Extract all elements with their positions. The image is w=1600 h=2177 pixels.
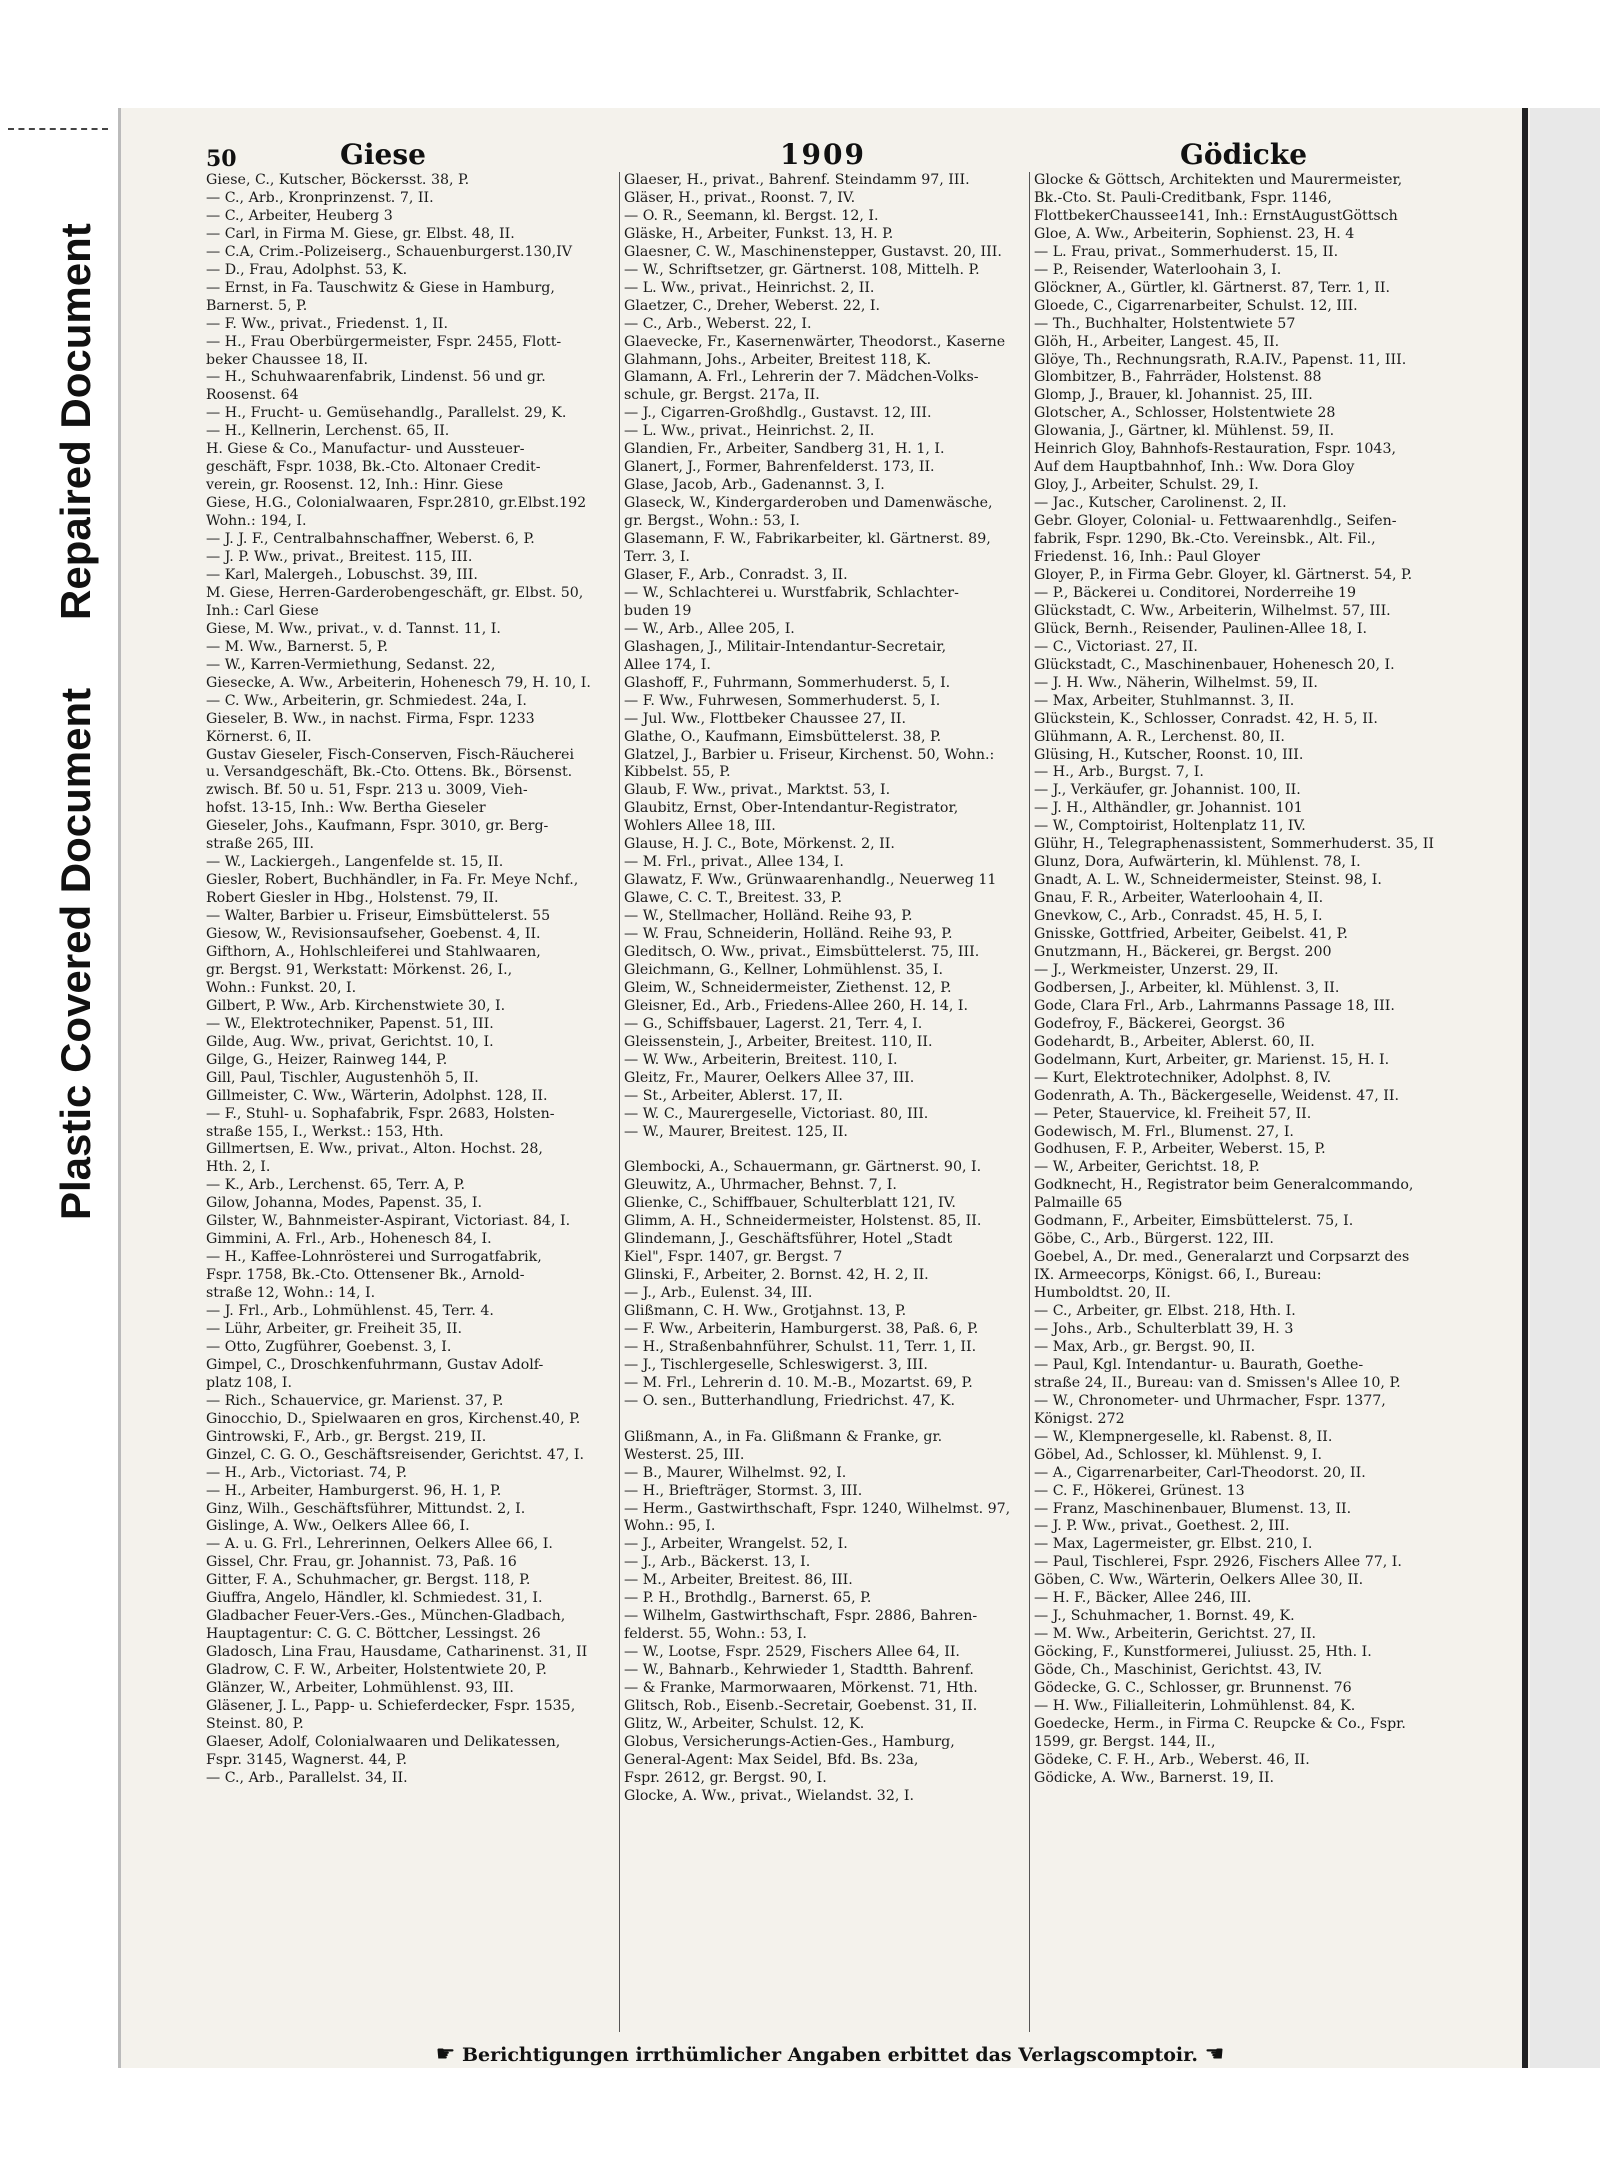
directory-entry: — Paul, Kgl. Intendantur- u. Baurath, Goethe-: [1034, 1356, 1364, 1373]
directory-entry: — W. Frau, Schneiderin, Holländ. Reihe 93, P.: [624, 926, 953, 943]
directory-entry: — Kurt, Elektrotechniker, Adolphst. 8, IV.: [1034, 1069, 1332, 1086]
directory-entry: Gnutzmann, H., Bäckerei, gr. Bergst. 200: [1034, 943, 1332, 960]
directory-entry: Gnisske, Gottfried, Arbeiter, Geibelst. 41, P.: [1034, 926, 1348, 943]
directory-entry: Göbel, Ad., Schlosser, kl. Mühlenst. 9, I.: [1034, 1446, 1323, 1463]
directory-entry: Gifthorn, A., Hohlschleiferei und Stahlwaaren,: [206, 943, 541, 960]
directory-entry: Wohlers Allee 18, III.: [624, 818, 776, 835]
directory-entry: — J. H. Ww., Näherin, Wilhelmst. 59, II.: [1034, 674, 1318, 691]
directory-entry: Friedenst. 16, Inh.: Paul Gloyer: [1034, 549, 1261, 566]
directory-entry: Gnadt, A. L. W., Schneidermeister, Steinst. 98, I.: [1034, 872, 1382, 889]
directory-entry: Gislinge, A. Ww., Oelkers Allee 66, I.: [206, 1518, 470, 1535]
directory-entry: Godhusen, F. P., Arbeiter, Weberst. 15, P.: [1034, 1141, 1326, 1158]
directory-entry: Gödecke, G. C., Schlosser, gr. Brunnenst. 76: [1034, 1680, 1352, 1697]
directory-entry: Gladbacher Feuer-Vers.-Ges., München-Gladbach,: [206, 1608, 566, 1625]
directory-entry: Glück, Bernh., Reisender, Paulinen-Allee 18, I.: [1034, 620, 1367, 637]
directory-entry: Gläser, H., privat., Roonst. 7, IV.: [624, 189, 856, 206]
directory-entry: Glaeser, H., privat., Bahrenf. Steindamm 97, III.: [624, 172, 970, 188]
directory-entry: Giese, C., Kutscher, Böckersst. 38, P.: [206, 172, 470, 188]
directory-entry: Gode, Clara Frl., Arb., Lahrmanns Passage 18, III.: [1034, 997, 1395, 1014]
directory-entry: Gilge, G., Heizer, Rainweg 144, P.: [206, 1051, 448, 1068]
directory-entry: Glöye, Th., Rechnungsrath, R.A.IV., Papenst. 11, III.: [1034, 351, 1407, 368]
directory-entry: Gieseler, Johs., Kaufmann, Fspr. 3010, gr. Berg-: [206, 818, 549, 835]
directory-entry: General-Agent: Max Seidel, Bfd. Bs. 23a,: [624, 1751, 919, 1768]
directory-entry: — F. Ww., Arbeiterin, Hamburgerst. 38, Paß. 6, P.: [624, 1321, 979, 1337]
directory-entry: Robert Giesler in Hbg., Holstenst. 79, II.: [206, 890, 499, 907]
directory-entry: — Max, Arb., gr. Bergst. 90, II.: [1034, 1338, 1256, 1355]
directory-entry: — H. F., Bäcker, Allee 246, III.: [1034, 1590, 1252, 1607]
directory-entry: Glöckner, A., Gürtler, kl. Gärtnerst. 87, Terr. 1, II.: [1034, 279, 1390, 296]
directory-entry: — C., Arb., Weberst. 22, I.: [624, 315, 812, 332]
directory-entry: Glatzel, J., Barbier u. Friseur, Kirchenst. 50, Wohn.:: [624, 746, 995, 763]
directory-entry: Glombitzer, B., Fahrräder, Holstenst. 88: [1034, 369, 1322, 386]
directory-entry: — P. H., Brothdlg., Barnerst. 65, P.: [624, 1590, 872, 1607]
directory-entry: — J., Tischlergeselle, Schleswigerst. 3, III.: [624, 1356, 928, 1373]
directory-entry: Gillmertsen, E. Ww., privat., Alton. Hochst. 28,: [206, 1141, 543, 1158]
directory-entry: Humboldtst. 20, II.: [1034, 1285, 1171, 1302]
directory-entry: Glomp, J., Brauer, kl. Johannist. 25, III.: [1034, 387, 1313, 404]
directory-entry: Gleissenstein, J., Arbeiter, Breitest. 110, II.: [624, 1033, 933, 1050]
directory-entry: Gimmini, A. Frl., Arb., Hohenesch 84, I.: [206, 1231, 492, 1248]
directory-entry: — W., Elektrotechniker, Papenst. 51, III.: [206, 1015, 494, 1032]
directory-entry: Glotscher, A., Schlosser, Holstentwiete 28: [1034, 405, 1336, 422]
directory-entry: — J. H., Althändler, gr. Johannist. 101: [1034, 800, 1303, 817]
directory-entry: — C., Arb., Kronprinzenst. 7, II.: [206, 189, 434, 206]
directory-entry: Auf dem Hauptbahnhof, Inh.: Ww. Dora Gloy: [1034, 459, 1355, 476]
directory-entry: Giesler, Robert, Buchhändler, in Fa. Fr. Meye Nchf.,: [206, 872, 579, 889]
directory-entry: Gloe, A. Ww., Arbeiterin, Sophienst. 23, H. 4: [1034, 225, 1355, 242]
directory-entry: — H. Ww., Filialleiterin, Lohmühlenst. 84, K.: [1034, 1698, 1356, 1715]
directory-entry: Gill, Paul, Tischler, Augustenhöh 5, II.: [206, 1069, 479, 1086]
directory-entry: Glißmann, C. H. Ww., Grotjahnst. 13, P.: [624, 1303, 907, 1320]
directory-entry: u. Versandgeschäft, Bk.-Cto. Ottens. Bk., Börsenst.: [206, 764, 573, 781]
scan-edge-mark: [8, 128, 108, 130]
directory-entry: — W., Schriftsetzer, gr. Gärtnerst. 108, Mittelh. P.: [624, 261, 980, 278]
directory-entry: Ginzel, C. G. O., Geschäftsreisender, Gerichtst. 47, I.: [206, 1446, 585, 1463]
directory-entry: Glandien, Fr., Arbeiter, Sandberg 31, H. 1, I.: [624, 441, 945, 458]
directory-entry: — W., Stellmacher, Holländ. Reihe 93, P.: [624, 908, 913, 925]
directory-entry: — Jac., Kutscher, Carolinenst. 2, II.: [1034, 495, 1287, 512]
column-1: [206, 172, 616, 1788]
directory-entry: — J., Werkmeister, Unzerst. 29, II.: [1034, 961, 1279, 978]
directory-entry: Gintrowski, F., Arb., gr. Bergst. 219, II.: [206, 1428, 487, 1445]
directory-entry: Gimpel, C., Droschkenfuhrmann, Gustav Adolf-: [206, 1356, 544, 1373]
directory-entry: — W., Arb., Allee 205, I.: [624, 620, 795, 637]
directory-entry: Göde, Ch., Maschinist, Gerichtst. 43, IV.: [1034, 1662, 1323, 1679]
directory-entry: verein, gr. Roosenst. 12, Inh.: Hinr. Giese: [206, 477, 504, 494]
directory-entry: Glißmann, A., in Fa. Glißmann & Franke, gr.: [624, 1428, 943, 1445]
directory-entry: Hauptagentur: C. G. C. Böttcher, Lessingst. 26: [206, 1626, 541, 1643]
directory-entry: Glückstein, K., Schlosser, Conradst. 42, H. 5, II.: [1034, 710, 1378, 727]
side-label: [0, 140, 112, 1240]
directory-entry: Gödeke, C. F. H., Arb., Weberst. 46, II.: [1034, 1751, 1310, 1768]
directory-entry: — W., Schlachterei u. Wurstfabrik, Schlachter-: [624, 584, 959, 601]
directory-entry: — C., Victoriast. 27, II.: [1034, 638, 1198, 655]
directory-entry: [624, 1141, 1034, 1159]
directory-entry: — C., Arb., Parallelst. 34, II.: [206, 1769, 408, 1786]
directory-entry: M. Giese, Herren-Garderobengeschäft, gr. Elbst. 50,: [206, 584, 584, 601]
directory-entry: Goebel, A., Dr. med., Generalarzt und Corpsarzt des: [1034, 1249, 1410, 1266]
directory-entry: — J. P. Ww., privat., Goethest. 2, III.: [1034, 1518, 1290, 1535]
directory-entry: Gissel, Chr. Frau, gr. Johannist. 73, Paß. 16: [206, 1554, 517, 1571]
directory-entry: Göbe, C., Arb., Bürgerst. 122, III.: [1034, 1231, 1274, 1248]
directory-entry: Gläsener, J. L., Papp- u. Schieferdecker, Fspr. 1535,: [206, 1698, 576, 1715]
directory-entry: Glaetzer, C., Dreher, Weberst. 22, I.: [624, 297, 881, 314]
directory-entry: — G., Schiffsbauer, Lagerst. 21, Terr. 4, I.: [624, 1015, 923, 1032]
directory-entry: — Max, Arbeiter, Stuhlmannst. 3, II.: [1034, 692, 1295, 709]
directory-entry: Glaseck, W., Kindergarderoben und Damenwäsche,: [624, 495, 993, 512]
directory-entry: Palmaille 65: [1034, 1195, 1123, 1212]
directory-entry: Godehardt, B., Arbeiter, Ablerst. 60, II.: [1034, 1033, 1315, 1050]
directory-entry: Kiel", Fspr. 1407, gr. Bergst. 7: [624, 1249, 843, 1266]
column-3: [1034, 172, 1449, 1788]
directory-entry: — W., Maurer, Breitest. 125, II.: [624, 1123, 848, 1140]
directory-entry: Glüsing, H., Kutscher, Roonst. 10, III.: [1034, 746, 1304, 763]
directory-entry: Glawatz, F. Ww., Grünwaarenhandlg., Neuerweg 11: [624, 872, 997, 889]
directory-entry: Bk.-Cto. St. Pauli-Creditbank, Fspr. 1146,: [1034, 189, 1332, 206]
directory-entry: Glase, Jacob, Arb., Gadenannst. 3, I.: [624, 477, 885, 494]
directory-entry: — J., Cigarren-Großhdlg., Gustavst. 12, III.: [624, 405, 932, 422]
directory-entry: Giesow, W., Revisionsaufseher, Goebenst. 4, II.: [206, 926, 541, 943]
directory-entry: — D., Frau, Adolphst. 53, K.: [206, 261, 408, 278]
directory-entry: zwisch. Bf. 50 u. 51, Fspr. 213 u. 3009, Vieh-: [206, 782, 528, 799]
directory-entry: Glahmann, Johs., Arbeiter, Breitest 118, K.: [624, 351, 932, 368]
directory-entry: Glowania, J., Gärtner, kl. Mühlenst. 59, II.: [1034, 423, 1335, 440]
directory-entry: — H., Briefträger, Stormst. 3, III.: [624, 1482, 863, 1499]
directory-entry: Glaubitz, Ernst, Ober-Intendantur-Registrator,: [624, 800, 959, 817]
header-year: 1909: [780, 138, 866, 171]
footer-notice: [430, 2042, 1230, 2067]
directory-entry: Gebr. Gloyer, Colonial- u. Fettwaarenhdlg., Seifen-: [1034, 513, 1397, 530]
directory-entry: Gladosch, Lina Frau, Hausdame, Catharinenst. 31, II: [206, 1644, 588, 1661]
directory-entry: Glöh, H., Arbeiter, Langest. 45, II.: [1034, 333, 1280, 350]
directory-entry: — O. R., Seemann, kl. Bergst. 12, I.: [624, 207, 879, 224]
directory-entry: — W., Chronometer- und Uhrmacher, Fspr. 1377,: [1034, 1392, 1386, 1409]
directory-entry: hofst. 13-15, Inh.: Ww. Bertha Gieseler: [206, 800, 486, 817]
directory-entry: — J., Schuhmacher, 1. Bornst. 49, K.: [1034, 1608, 1295, 1625]
directory-entry: Gödicke, A. Ww., Barnerst. 19, II.: [1034, 1769, 1275, 1786]
directory-entry: — M., Arbeiter, Breitest. 86, III.: [624, 1572, 853, 1589]
directory-entry: Glückstadt, C., Maschinenbauer, Hohenesch 20, I.: [1034, 656, 1395, 673]
header-right-keyword: Gödicke: [1180, 138, 1308, 171]
directory-entry: — M. Ww., Barnerst. 5, P.: [206, 638, 389, 655]
directory-entry: Glunz, Dora, Aufwärterin, kl. Mühlenst. 78, I.: [1034, 854, 1361, 871]
directory-entry: Heinrich Gloy, Bahnhofs-Restauration, Fspr. 1043,: [1034, 441, 1396, 458]
directory-entry: — P., Reisender, Waterloohain 3, I.: [1034, 261, 1282, 278]
directory-entry: — W. C., Maurergeselle, Victoriast. 80, III.: [624, 1105, 929, 1122]
directory-entry: Glaevecke, Fr., Kasernenwärter, Theodorst., Kaserne: [624, 333, 1006, 350]
directory-entry: Godenrath, A. Th., Bäckergeselle, Weidenst. 47, II.: [1034, 1087, 1400, 1104]
page-number: 50: [206, 146, 237, 172]
directory-entry: FlottbekerChaussee141, Inh.: ErnstAugustGöttsch: [1034, 207, 1398, 224]
directory-entry: — Wilhelm, Gastwirthschaft, Fspr. 2886, Bahren-: [624, 1608, 978, 1625]
directory-entry: Gleichmann, G., Kellner, Lohmühlenst. 35, I.: [624, 961, 944, 978]
directory-entry: platz 108, I.: [206, 1374, 292, 1391]
directory-entry: [624, 1411, 1034, 1429]
directory-entry: Gilbert, P. Ww., Arb. Kirchenstwiete 30, I.: [206, 997, 506, 1014]
directory-entry: — W., Karren-Vermiethung, Sedanst. 22,: [206, 656, 496, 673]
directory-entry: Gnau, F. R., Arbeiter, Waterloohain 4, II.: [1034, 890, 1324, 907]
directory-entry: straße 155, I., Werkst.: 153, Hth.: [206, 1123, 444, 1140]
directory-entry: — J., Verkäufer, gr. Johannist. 100, II.: [1034, 782, 1301, 799]
directory-entry: — M. Ww., Arbeiterin, Gerichtst. 27, II.: [1034, 1626, 1317, 1643]
directory-entry: Hth. 2, I.: [206, 1159, 271, 1176]
directory-entry: Gloy, J., Arbeiter, Schulst. 29, I.: [1034, 477, 1259, 494]
directory-entry: Steinst. 80, P.: [206, 1715, 304, 1732]
directory-entry: — C.A, Crim.-Polizeiserg., Schauenburgerst.130,IV: [206, 243, 572, 260]
directory-entry: — Otto, Zugführer, Goebenst. 3, I.: [206, 1338, 452, 1355]
directory-entry: Terr. 3, I.: [624, 549, 690, 566]
directory-entry: — W., Comptoirist, Holtenplatz 11, IV.: [1034, 818, 1306, 835]
directory-entry: — L. Ww., privat., Heinrichst. 2, II.: [624, 423, 875, 440]
directory-entry: Glasemann, F. W., Fabrikarbeiter, kl. Gärtnerst. 89,: [624, 531, 991, 548]
directory-entry: — F., Stuhl- u. Sophafabrik, Fspr. 2683, Holsten-: [206, 1105, 555, 1122]
pointing-hand-left-icon: ☛: [435, 2042, 456, 2067]
directory-entry: Glashoff, F., Fuhrmann, Sommerhuderst. 5, I.: [624, 674, 951, 691]
directory-entry: Gustav Gieseler, Fisch-Conserven, Fisch-Räucherei: [206, 746, 574, 763]
directory-entry: Glathe, O., Kaufmann, Eimsbüttelerst. 38, P.: [624, 728, 942, 745]
directory-entry: — C. Ww., Arbeiterin, gr. Schmiedest. 24a, I.: [206, 692, 527, 709]
directory-entry: Godefroy, F., Bäckerei, Georgst. 36: [1034, 1015, 1285, 1032]
directory-entry: buden 19: [624, 602, 692, 619]
directory-entry: Gieseler, B. Ww., in nachst. Firma, Fspr. 1233: [206, 710, 535, 727]
directory-entry: Gleisner, Ed., Arb., Friedens-Allee 260, H. 14, I.: [624, 997, 969, 1014]
directory-entry: — B., Maurer, Wilhelmst. 92, I.: [624, 1464, 847, 1481]
directory-entry: Fspr. 3145, Wagnerst. 44, P.: [206, 1751, 408, 1768]
directory-entry: — J. Frl., Arb., Lohmühlenst. 45, Terr. 4.: [206, 1303, 494, 1320]
directory-entry: Ginz, Wilh., Geschäftsführer, Mittundst. 2, I.: [206, 1500, 526, 1517]
directory-entry: — Lühr, Arbeiter, gr. Freiheit 35, II.: [206, 1321, 462, 1337]
directory-entry: felderst. 55, Wohn.: 53, I.: [624, 1626, 807, 1643]
directory-entry: Ginocchio, D., Spielwaaren en gros, Kirchenst.40, P.: [206, 1410, 581, 1427]
directory-entry: — W., Arbeiter, Gerichtst. 18, P.: [1034, 1159, 1260, 1176]
directory-entry: Gloyer, P., in Firma Gebr. Gloyer, kl. Gärtnerst. 54, P.: [1034, 566, 1413, 583]
directory-entry: — Peter, Stauervice, kl. Freiheit 57, II.: [1034, 1105, 1312, 1122]
directory-entry: Glaub, F. Ww., privat., Marktst. 53, I.: [624, 782, 891, 799]
directory-entry: Göcking, F., Kunstformerei, Juliusst. 25, Hth. I.: [1034, 1644, 1372, 1661]
directory-entry: Glashagen, J., Militair-Intendantur-Secretair,: [624, 638, 947, 655]
directory-entry: gr. Bergst. 91, Werkstatt: Mörkenst. 26, I.,: [206, 961, 513, 978]
column-2: [624, 172, 1034, 1806]
directory-entry: — Jul. Ww., Flottbeker Chaussee 27, II.: [624, 710, 906, 727]
header-left-keyword: Giese: [340, 138, 426, 171]
directory-entry: Glamann, A. Frl., Lehrerin der 7. Mädchen-Volks-: [624, 369, 979, 386]
directory-entry: Barnerst. 5, P.: [206, 297, 308, 314]
directory-entry: Glückstadt, C. Ww., Arbeiterin, Wilhelmst. 57, III.: [1034, 602, 1391, 619]
directory-entry: — H., Frau Oberbürgermeister, Fspr. 2455, Flott-: [206, 333, 562, 350]
directory-entry: geschäft, Fspr. 1038, Bk.-Cto. Altonaer Credit-: [206, 459, 541, 476]
directory-entry: — H., Arb., Victoriast. 74, P.: [206, 1464, 407, 1481]
directory-entry: — H., Schuhwaarenfabrik, Lindenst. 56 und gr.: [206, 369, 546, 386]
side-label-primary: Plastic Covered Document: [52, 687, 99, 1220]
directory-entry: — L. Frau, privat., Sommerhuderst. 15, II.: [1034, 243, 1339, 260]
directory-entry: — Ernst, in Fa. Tauschwitz & Giese in Hamburg,: [206, 279, 555, 296]
directory-entry: Gillmeister, C. Ww., Wärterin, Adolphst. 128, II.: [206, 1087, 548, 1104]
directory-entry: IX. Armeecorps, Königst. 66, I., Bureau:: [1034, 1267, 1322, 1284]
directory-entry: Glitz, W., Arbeiter, Schulst. 12, K.: [624, 1715, 865, 1732]
directory-entry: Giuffra, Angelo, Händler, kl. Schmiedest. 31, I.: [206, 1590, 543, 1607]
directory-entry: — K., Arb., Lerchenst. 65, Terr. A, P.: [206, 1177, 465, 1194]
directory-entry: straße 265, III.: [206, 836, 315, 853]
directory-entry: Godewisch, M. Frl., Blumenst. 27, I.: [1034, 1123, 1294, 1140]
directory-entry: — C., Arbeiter, gr. Elbst. 218, Hth. I.: [1034, 1303, 1296, 1320]
directory-entry: — W., Klempnergeselle, kl. Rabenst. 8, II.: [1034, 1428, 1333, 1445]
directory-entry: Goedecke, Herm., in Firma C. Reupcke & Co., Fspr.: [1034, 1715, 1406, 1732]
directory-entry: Glawe, C. C. T., Breitest. 33, P.: [624, 890, 843, 907]
directory-entry: — Karl, Malergeh., Lobuschst. 39, III.: [206, 566, 478, 583]
directory-entry: — J. J. F., Centralbahnschaffner, Weberst. 6, P.: [206, 531, 535, 548]
directory-entry: Gilow, Johanna, Modes, Papenst. 35, I.: [206, 1195, 483, 1212]
directory-entry: Allee 174, I.: [624, 656, 711, 673]
directory-entry: Roosenst. 64: [206, 387, 299, 404]
directory-entry: — Max, Lagermeister, gr. Elbst. 210, I.: [1034, 1536, 1313, 1553]
directory-entry: — J., Arbeiter, Wrangelst. 52, I.: [624, 1536, 848, 1553]
directory-entry: — H., Arb., Burgst. 7, I.: [1034, 764, 1204, 781]
directory-entry: Glindemann, J., Geschäftsführer, Hotel „Stadt: [624, 1231, 953, 1248]
page-edge: [1522, 108, 1528, 2068]
directory-entry: — Th., Buchhalter, Holstentwiete 57: [1034, 315, 1296, 332]
directory-entry: Gleditsch, O. Ww., privat., Eimsbüttelerst. 75, III.: [624, 943, 980, 960]
directory-entry: — H., Kellnerin, Lerchenst. 65, II.: [206, 423, 450, 440]
directory-entry: Glienke, C., Schiffbauer, Schulterblatt 121, IV.: [624, 1195, 956, 1212]
directory-entry: Gladrow, C. F. W., Arbeiter, Holstentwiete 20, P.: [206, 1662, 547, 1679]
directory-entry: Godelmann, Kurt, Arbeiter, gr. Marienst. 15, H. I.: [1034, 1051, 1390, 1068]
directory-entry: Glinski, F., Arbeiter, 2. Bornst. 42, H. 2, II.: [624, 1267, 929, 1284]
directory-entry: — Franz, Maschinenbauer, Blumenst. 13, II.: [1034, 1500, 1352, 1517]
directory-entry: — J. P. Ww., privat., Breitest. 115, III.: [206, 549, 473, 566]
directory-entry: Gleim, W., Schneidermeister, Ziethenst. 12, P.: [624, 979, 952, 996]
directory-entry: — H., Frucht- u. Gemüsehandlg., Parallelst. 29, K.: [206, 405, 567, 422]
directory-entry: — W., Bahnarb., Kehrwieder 1, Stadtth. Bahrenf.: [624, 1662, 974, 1679]
directory-entry: Giese, M. Ww., privat., v. d. Tannst. 11, I.: [206, 620, 501, 637]
directory-entry: — W., Lootse, Fspr. 2529, Fischers Allee 64, II.: [624, 1644, 960, 1661]
directory-entry: — A., Cigarrenarbeiter, Carl-Theodorst. 20, II.: [1034, 1464, 1366, 1481]
directory-entry: H. Giese & Co., Manufactur- und Aussteuer-: [206, 441, 525, 458]
directory-entry: fabrik, Fspr. 1290, Bk.-Cto. Vereinsbk., Alt. Fil.,: [1034, 531, 1376, 548]
pointing-hand-right-icon: ☚: [1204, 2042, 1225, 2067]
directory-entry: — Paul, Tischlerei, Fspr. 2926, Fischers Allee 77, I.: [1034, 1554, 1402, 1571]
directory-entry: — L. Ww., privat., Heinrichst. 2, II.: [624, 279, 875, 296]
directory-entry: — Johs., Arb., Schulterblatt 39, H. 3: [1034, 1321, 1294, 1337]
directory-entry: Glimm, A. H., Schneidermeister, Holstenst. 85, II.: [624, 1213, 982, 1230]
directory-entry: — O. sen., Butterhandlung, Friedrichst. 47, K.: [624, 1392, 955, 1409]
directory-entry: Glaesner, C. W., Maschinenstepper, Gustavst. 20, III.: [624, 243, 1002, 260]
directory-entry: Wohn.: Funkst. 20, I.: [206, 979, 357, 996]
directory-entry: Glühmann, A. R., Lerchenst. 80, II.: [1034, 728, 1285, 745]
directory-entry: — Carl, in Firma M. Giese, gr. Elbst. 48, II.: [206, 225, 515, 242]
directory-entry: Wohn.: 95, I.: [624, 1518, 716, 1535]
directory-entry: Fspr. 2612, gr. Bergst. 90, I.: [624, 1769, 827, 1786]
column-divider: [619, 172, 620, 2032]
directory-entry: Glitsch, Rob., Eisenb.-Secretair, Goebenst. 31, II.: [624, 1698, 978, 1715]
directory-entry: — Walter, Barbier u. Friseur, Eimsbüttelerst. 55: [206, 908, 551, 925]
directory-entry: — Rich., Schauervice, gr. Marienst. 37, P.: [206, 1392, 504, 1409]
footer-text: Berichtigungen irrthümlicher Angaben erbittet das Verlagscomptoir.: [461, 2044, 1199, 2066]
directory-entry: — A. u. G. Frl., Lehrerinnen, Oelkers Allee 66, I.: [206, 1536, 553, 1553]
directory-entry: — M. Frl., privat., Allee 134, I.: [624, 854, 844, 871]
directory-entry: Wohn.: 194, I.: [206, 513, 307, 530]
directory-entry: Godknecht, H., Registrator beim Generalcommando,: [1034, 1177, 1414, 1194]
directory-entry: — W., Lackiergeh., Langenfelde st. 15, II.: [206, 854, 504, 871]
directory-entry: Glaeser, Adolf, Colonialwaaren und Delikatessen,: [206, 1733, 561, 1750]
directory-entry: Gloede, C., Cigarrenarbeiter, Schulst. 12, III.: [1034, 297, 1358, 314]
directory-entry: Westerst. 25, III.: [624, 1446, 745, 1463]
scan-margin: [1530, 108, 1600, 2068]
side-label-secondary: Repaired Document: [52, 223, 99, 620]
directory-entry: Glocke & Göttsch, Architekten und Maurermeister,: [1034, 172, 1403, 188]
directory-entry: Gilster, W., Bahnmeister-Aspirant, Victoriast. 84, I.: [206, 1213, 571, 1230]
directory-entry: beker Chaussee 18, II.: [206, 351, 369, 368]
directory-entry: Gnevkow, C., Arb., Conradst. 45, H. 5, I.: [1034, 908, 1323, 925]
directory-entry: Fspr. 1758, Bk.-Cto. Ottensener Bk., Arnold-: [206, 1267, 525, 1284]
directory-entry: — J., Arb., Bäckerst. 13, I.: [624, 1554, 811, 1571]
directory-entry: — F. Ww., privat., Friedenst. 1, II.: [206, 315, 448, 332]
directory-entry: straße 12, Wohn.: 14, I.: [206, 1285, 376, 1302]
directory-entry: Glühr, H., Telegraphenassistent, Sommerhuderst. 35, II: [1034, 836, 1435, 853]
directory-entry: Kibbelst. 55, P.: [624, 764, 731, 781]
directory-entry: Göben, C. Ww., Wärterin, Oelkers Allee 30, II.: [1034, 1572, 1364, 1589]
directory-entry: — M. Frl., Lehrerin d. 10. M.-B., Mozartst. 69, P.: [624, 1374, 973, 1391]
directory-entry: Glaser, F., Arb., Conradst. 3, II.: [624, 566, 848, 583]
directory-entry: Glembocki, A., Schauermann, gr. Gärtnerst. 90, I.: [624, 1159, 982, 1176]
directory-entry: — St., Arbeiter, Ablerst. 17, II.: [624, 1087, 843, 1104]
directory-entry: — H., Arbeiter, Hamburgerst. 96, H. 1, P.: [206, 1482, 502, 1499]
directory-entry: — & Franke, Marmorwaaren, Mörkenst. 71, Hth.: [624, 1680, 978, 1697]
directory-entry: Inh.: Carl Giese: [206, 602, 319, 619]
directory-entry: straße 24, II., Bureau: van d. Smissen's Allee 10, P.: [1034, 1374, 1401, 1391]
directory-entry: Gitter, F. A., Schuhmacher, gr. Bergst. 118, P.: [206, 1572, 531, 1589]
directory-entry: — Herm., Gastwirthschaft, Fspr. 1240, Wilhelmst. 97,: [624, 1500, 1011, 1517]
directory-entry: — J., Arb., Eulenst. 34, III.: [624, 1285, 813, 1302]
directory-entry: Gleuwitz, A., Uhrmacher, Behnst. 7, I.: [624, 1177, 897, 1194]
directory-entry: Körnerst. 6, II.: [206, 728, 312, 745]
directory-entry: — C. F., Hökerei, Grünest. 13: [1034, 1482, 1245, 1499]
directory-entry: Glause, H. J. C., Bote, Mörkenst. 2, II.: [624, 836, 895, 853]
directory-entry: — P., Bäckerei u. Conditorei, Norderreihe 19: [1034, 584, 1357, 601]
directory-entry: — C., Arbeiter, Heuberg 3: [206, 207, 393, 224]
directory-entry: Glanert, J., Former, Bahrenfelderst. 173, II.: [624, 459, 935, 476]
directory-entry: Giese, H.G., Colonialwaaren, Fspr.2810, gr.Elbst.192: [206, 495, 587, 512]
directory-entry: — H., Kaffee-Lohnrösterei und Surrogatfabrik,: [206, 1249, 542, 1266]
directory-entry: Königst. 272: [1034, 1410, 1125, 1427]
directory-entry: Giesecke, A. Ww., Arbeiterin, Hohenesch 79, H. 10, I.: [206, 674, 591, 691]
directory-entry: 1599, gr. Bergst. 144, II.,: [1034, 1733, 1216, 1750]
directory-entry: — F. Ww., Fuhrwesen, Sommerhuderst. 5, I.: [624, 692, 941, 709]
directory-entry: Gleitz, Fr., Maurer, Oelkers Allee 37, III.: [624, 1069, 915, 1086]
directory-entry: Glänzer, W., Arbeiter, Lohmühlenst. 93, III.: [206, 1680, 514, 1697]
directory-entry: Godmann, F., Arbeiter, Eimsbüttelerst. 75, I.: [1034, 1213, 1354, 1230]
directory-entry: schule, gr. Bergst. 217a, II.: [624, 387, 820, 404]
directory-entry: — W. Ww., Arbeiterin, Breitest. 110, I.: [624, 1051, 898, 1068]
directory-entry: Gläske, H., Arbeiter, Funkst. 13, H. P.: [624, 225, 894, 242]
directory-entry: Godbersen, J., Arbeiter, kl. Mühlenst. 3, II.: [1034, 979, 1340, 996]
directory-entry: Globus, Versicherungs-Actien-Ges., Hamburg,: [624, 1733, 955, 1750]
directory-entry: Gilde, Aug. Ww., privat, Gerichtst. 10, I.: [206, 1033, 494, 1050]
directory-entry: — H., Straßenbahnführer, Schulst. 11, Terr. 1, II.: [624, 1338, 977, 1355]
directory-entry: gr. Bergst., Wohn.: 53, I.: [624, 513, 800, 530]
directory-entry: Glocke, A. Ww., privat., Wielandst. 32, I.: [624, 1787, 914, 1804]
